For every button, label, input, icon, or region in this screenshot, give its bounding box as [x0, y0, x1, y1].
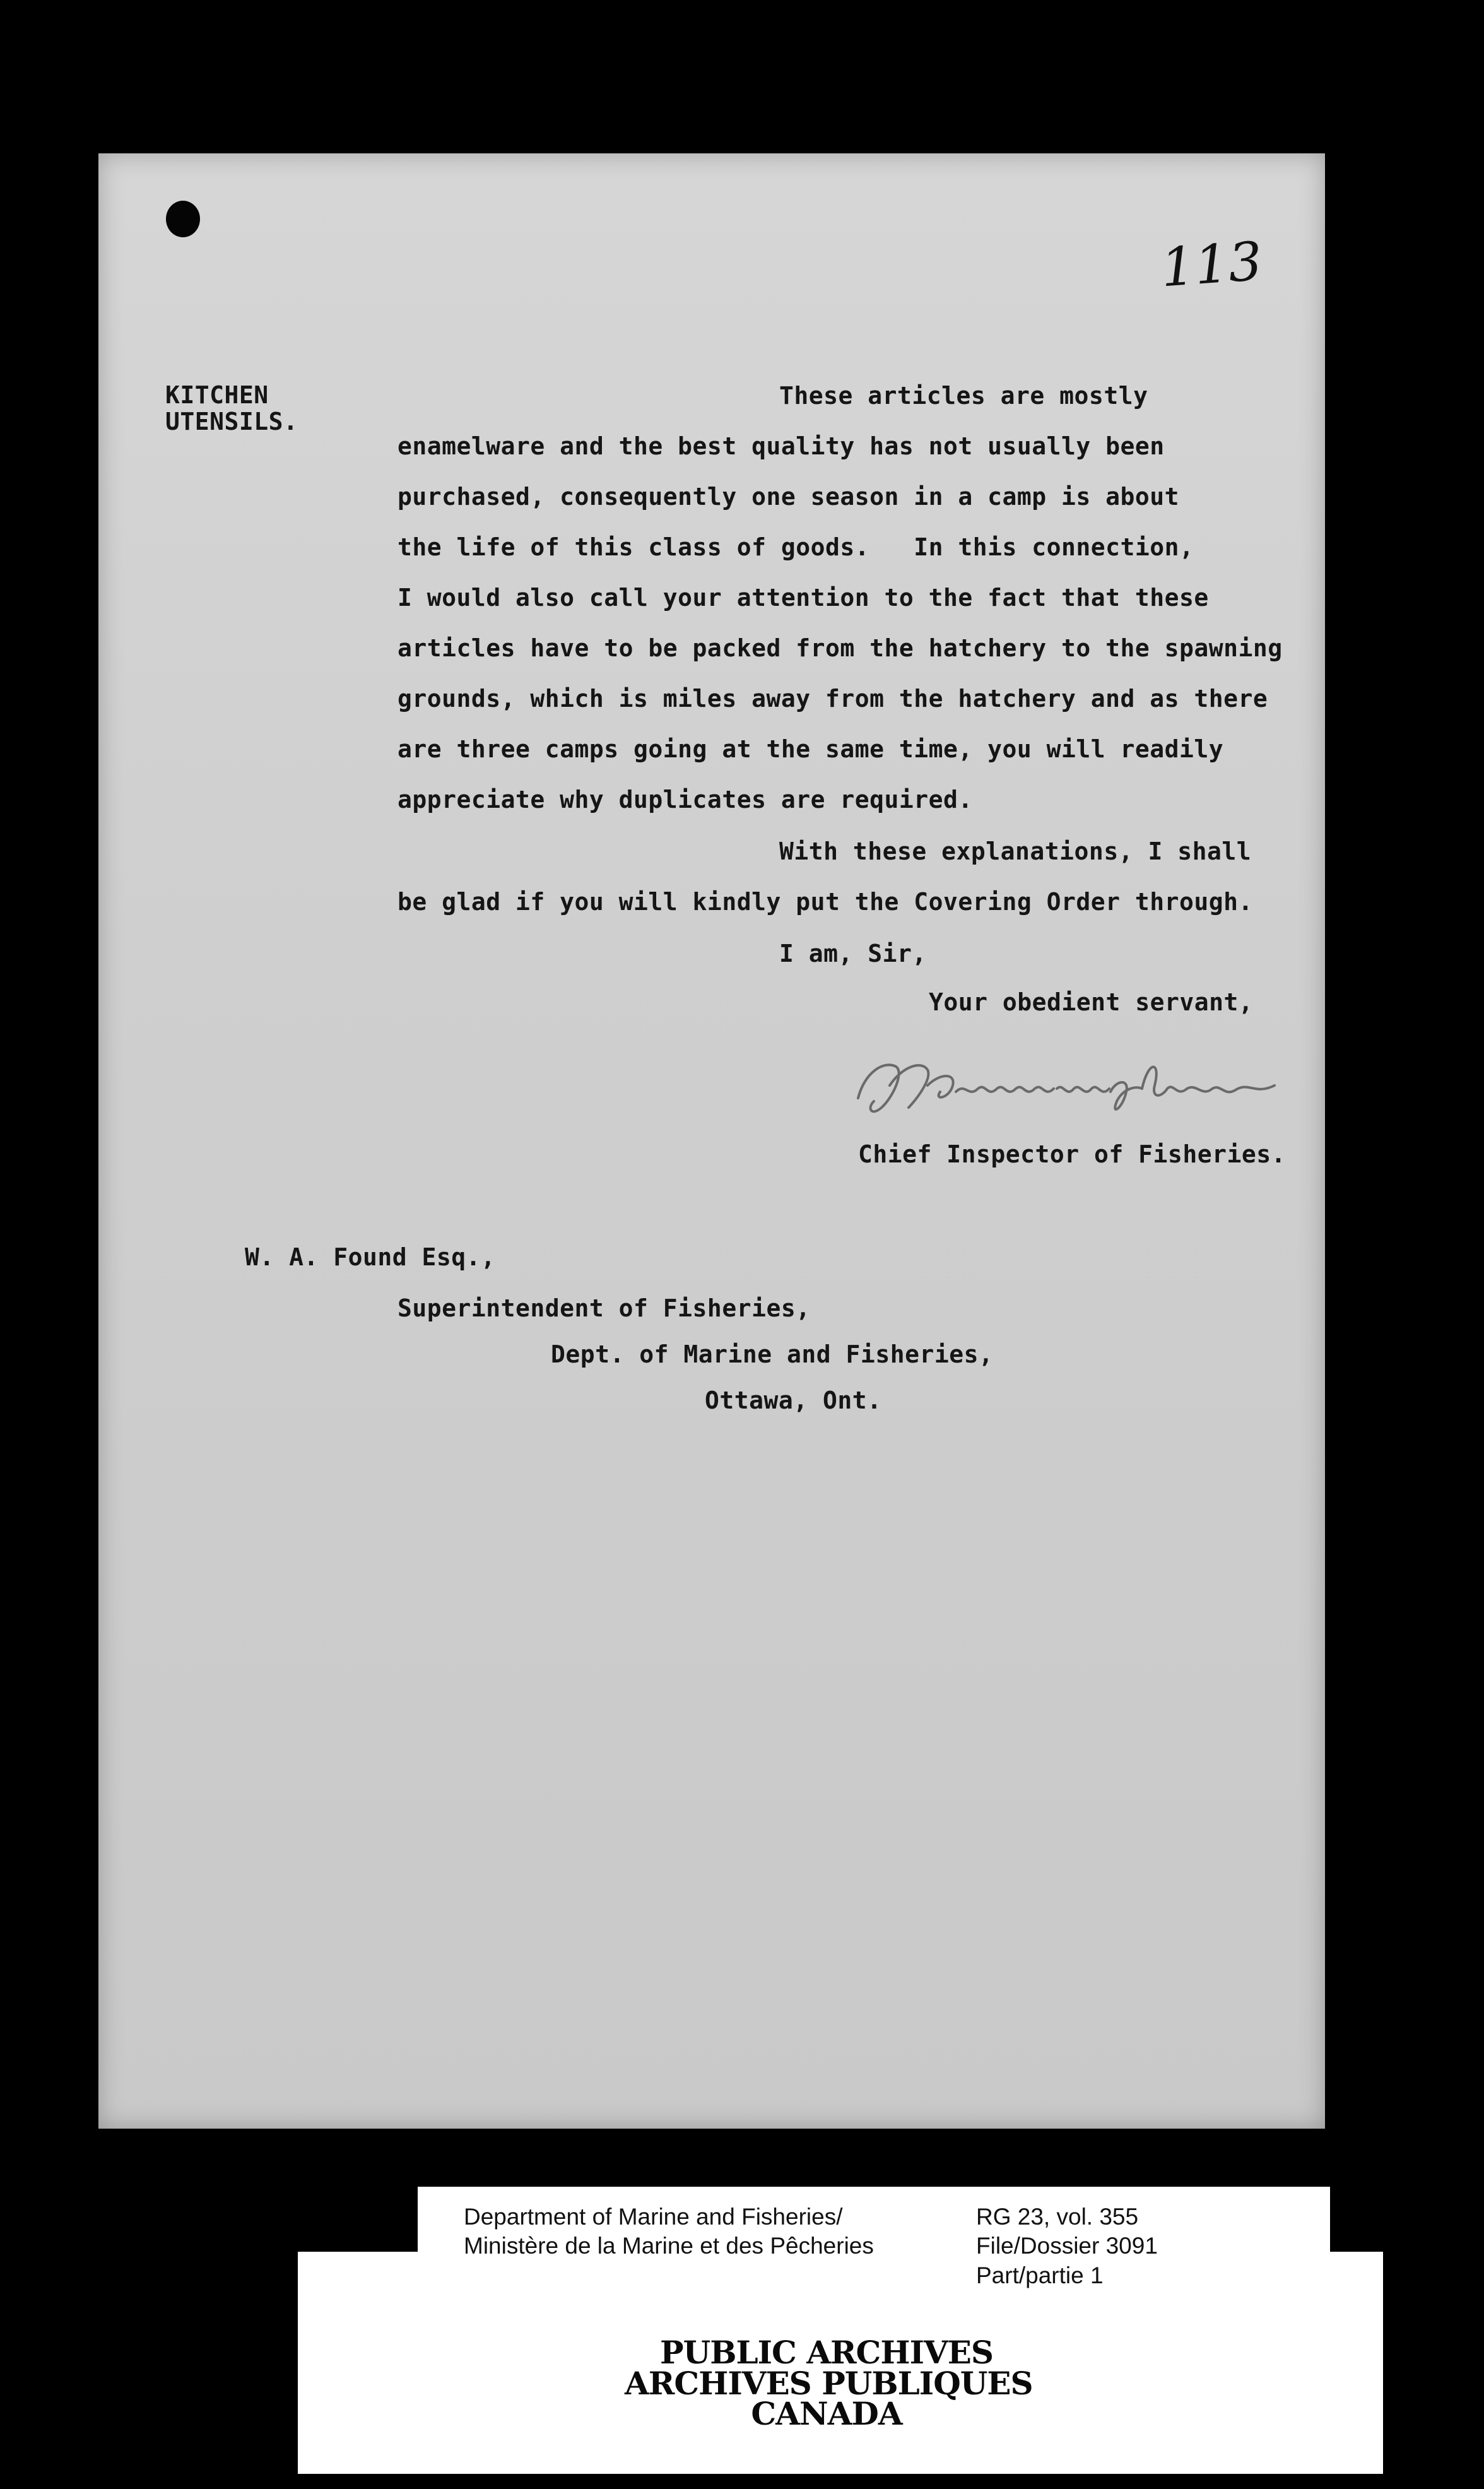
- stamp-line-2: ARCHIVES PUBLIQUES: [625, 2365, 1033, 2402]
- paragraph1-line: I would also call your attention to the fact that these: [398, 584, 1209, 612]
- margin-heading-line-1: KITCHEN: [165, 381, 269, 409]
- paragraph1-line: articles have to be packed from the hatchery to the spawning: [398, 634, 1283, 662]
- paragraph1-line: grounds, which is miles away from the hatchery and as there: [398, 685, 1268, 712]
- salutation: I am, Sir,: [779, 940, 927, 967]
- label-department-en: Department of Marine and Fisheries/: [464, 2204, 843, 2230]
- paragraph1-line: are three camps going at the same time, you will readily: [398, 735, 1224, 763]
- page-number: 113: [1158, 230, 1264, 299]
- paragraph1-line: appreciate why duplicates are required.: [398, 786, 973, 813]
- handwritten-signature: [845, 1048, 1300, 1123]
- stamp-line-1: PUBLIC ARCHIVES: [660, 2334, 993, 2371]
- punch-hole: [166, 201, 200, 237]
- addressee-city: Ottawa, Ont.: [705, 1386, 882, 1414]
- label-part: Part/partie 1: [976, 2262, 1104, 2288]
- addressee-title: Superintendent of Fisheries,: [398, 1294, 811, 1322]
- signature-title: Chief Inspector of Fisheries.: [858, 1140, 1286, 1168]
- margin-heading: [165, 382, 298, 435]
- label-department-fr: Ministère de la Marine et des Pêcheries: [464, 2233, 874, 2259]
- paragraph1-line: the life of this class of goods. In this connection,: [398, 533, 1194, 561]
- signature-scrawl: [845, 1048, 1300, 1123]
- label-record-group: RG 23, vol. 355: [976, 2204, 1139, 2230]
- complimentary-close: Your obedient servant,: [929, 988, 1254, 1016]
- paragraph1-line: These articles are mostly: [779, 382, 1148, 410]
- paragraph1-line: enamelware and the best quality has not usually been: [398, 432, 1165, 460]
- stamp-line-3: CANADA: [751, 2395, 902, 2432]
- margin-heading-line-2: UTENSILS.: [165, 408, 298, 435]
- paragraph1-line: purchased, consequently one season in a camp is about: [398, 483, 1180, 511]
- addressee-name: W. A. Found Esq.,: [245, 1243, 496, 1271]
- paragraph2-line: be glad if you will kindly put the Covering Order through.: [398, 888, 1253, 916]
- paragraph2-line: With these explanations, I shall: [779, 837, 1252, 865]
- label-file-number: File/Dossier 3091: [976, 2233, 1158, 2259]
- addressee-department: Dept. of Marine and Fisheries,: [551, 1340, 994, 1368]
